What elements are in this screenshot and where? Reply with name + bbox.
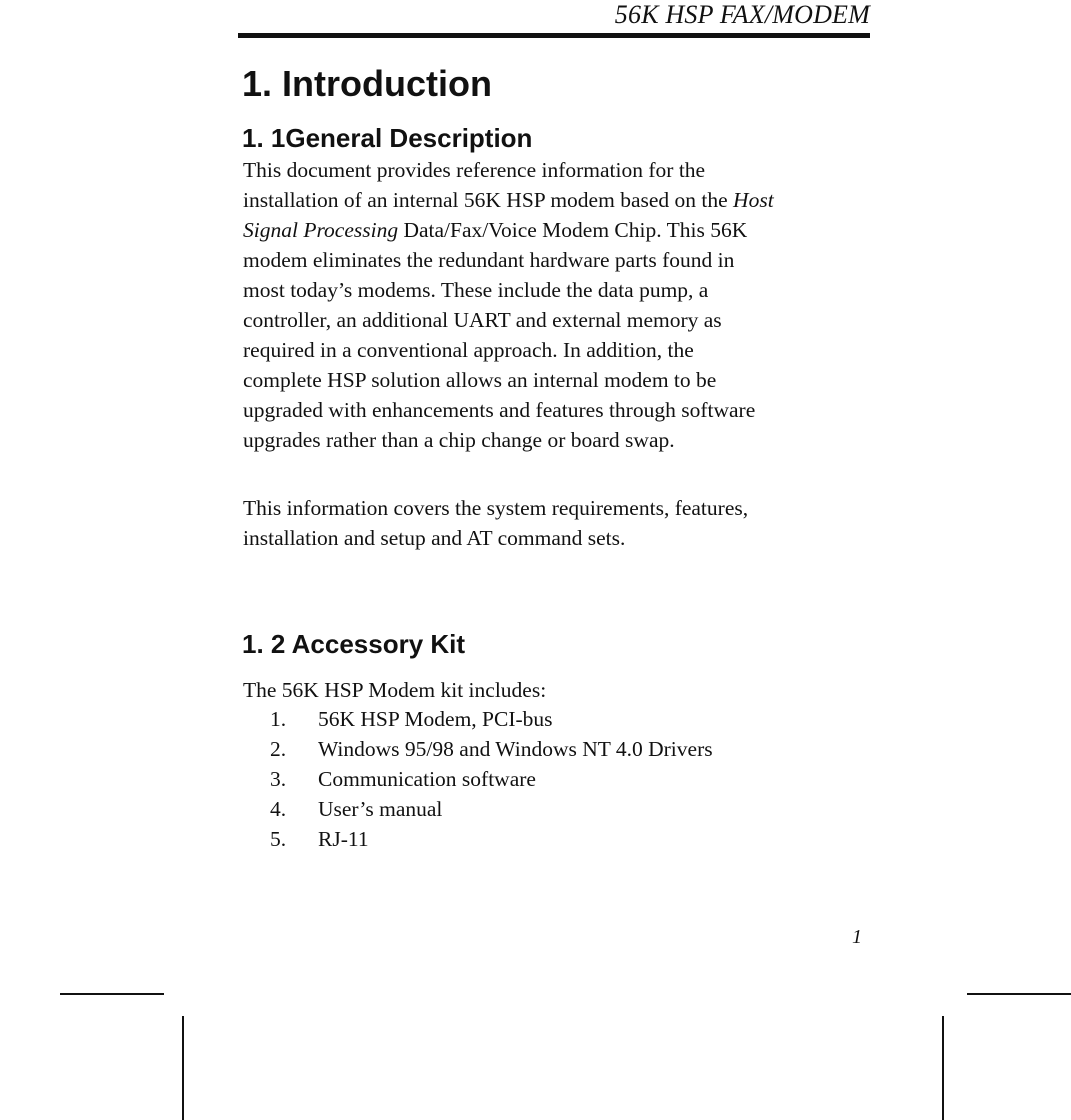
list-item bbox=[270, 764, 713, 794]
list-item bbox=[270, 794, 713, 824]
general-description-paragraph bbox=[243, 155, 883, 455]
section-heading-accessory-kit: 1. 2 Accessory Kit bbox=[242, 629, 466, 659]
italic-term: Host bbox=[733, 188, 774, 212]
italic-term: Signal Processing bbox=[243, 218, 399, 242]
paragraph-line: This document provides reference information for the bbox=[243, 158, 706, 182]
list-item-text: Communication software bbox=[318, 767, 536, 791]
paragraph-line: installation of an internal 56K HSP modem based on the Host bbox=[243, 188, 774, 212]
chapter-title: 1. Introduction bbox=[242, 63, 492, 104]
crop-mark-vertical-right bbox=[942, 1016, 944, 1120]
running-header-title: 56K HSP FAX/MODEM bbox=[614, 0, 870, 29]
list-item-number: 3. bbox=[270, 767, 287, 791]
accessory-kit-intro: The 56K HSP Modem kit includes: bbox=[243, 678, 547, 702]
paragraph-line: Signal Processing Data/Fax/Voice Modem Chip. This 56K bbox=[243, 218, 748, 242]
list-item-number: 2. bbox=[270, 737, 287, 761]
crop-mark-horizontal-left bbox=[60, 993, 164, 995]
list-item-text: RJ-11 bbox=[318, 827, 369, 851]
paragraph-line: installation and setup and AT command sets. bbox=[243, 526, 626, 550]
list-item-text: Windows 95/98 and Windows NT 4.0 Drivers bbox=[318, 737, 713, 761]
header-rule bbox=[238, 33, 870, 38]
crop-mark-vertical-left bbox=[182, 1016, 184, 1120]
list-item-number: 1. bbox=[270, 707, 287, 731]
list-item bbox=[270, 704, 713, 734]
list-item bbox=[270, 824, 713, 854]
paragraph-line: most today’s modems. These include the data pump, a bbox=[243, 278, 709, 302]
information-scope-paragraph bbox=[243, 493, 883, 553]
paragraph-line: required in a conventional approach. In addition, the bbox=[243, 338, 694, 362]
list-item-text: 56K HSP Modem, PCI-bus bbox=[318, 707, 553, 731]
paragraph-line: This information covers the system requirements, features, bbox=[243, 496, 749, 520]
crop-mark-horizontal-right bbox=[967, 993, 1071, 995]
list-item bbox=[270, 734, 713, 764]
paragraph-line: upgrades rather than a chip change or board swap. bbox=[243, 428, 675, 452]
page-number: 1 bbox=[852, 926, 862, 948]
accessory-kit-list bbox=[270, 704, 713, 854]
list-item-number: 5. bbox=[270, 827, 287, 851]
paragraph-line: controller, an additional UART and external memory as bbox=[243, 308, 722, 332]
paragraph-line: complete HSP solution allows an internal modem to be bbox=[243, 368, 717, 392]
paragraph-line: upgraded with enhancements and features through software bbox=[243, 398, 756, 422]
section-heading-general-description: 1. 1General Description bbox=[242, 123, 533, 153]
list-item-number: 4. bbox=[270, 797, 287, 821]
list-item-text: User’s manual bbox=[318, 797, 443, 821]
paragraph-line: modem eliminates the redundant hardware parts found in bbox=[243, 248, 735, 272]
